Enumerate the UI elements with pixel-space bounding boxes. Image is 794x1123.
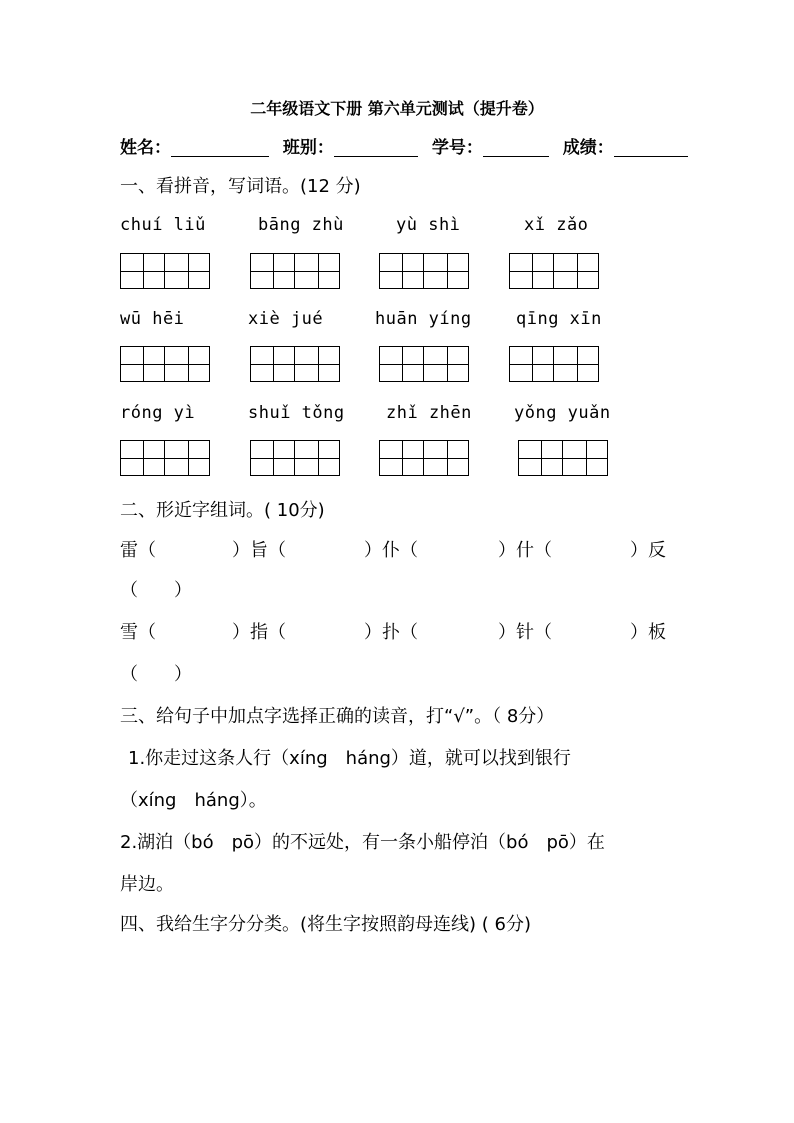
pinyin-label: bāng zhù [258,215,344,235]
writing-grid[interactable] [509,253,599,289]
number-field[interactable] [483,138,549,157]
pinyin-label: xǐ zǎo [524,215,589,235]
writing-grid[interactable] [120,253,210,289]
pinyin-label: xiè jué [248,309,324,329]
score-field[interactable] [614,138,688,157]
pinyin-label: róng yì [120,403,196,423]
writing-grid[interactable] [250,253,340,289]
section3-heading: 三、给句子中加点字选择正确的读音，打“√”。（ 8分） [120,706,555,727]
question-text: （xíng háng）。 [120,790,267,811]
pinyin-label: yǒng yuǎn [514,403,611,423]
writing-grid[interactable] [120,346,210,382]
pinyin-label: shuǐ tǒng [248,403,345,423]
question-text: 岸边。 [120,874,174,895]
pinyin-label: qīng xīn [516,309,602,329]
word-pair-item: （ ） [120,664,192,685]
writing-grid[interactable] [120,440,210,476]
writing-grid[interactable] [509,346,599,382]
student-info-row [120,133,696,158]
word-pair-item: ）反 [630,540,666,561]
pinyin-label: chuí liǔ [120,215,206,235]
section4-heading: 四、我给生字分分类。(将生字按照韵母连线) ( 6分) [120,914,531,935]
word-pair-item: ）仆（ [364,540,418,561]
word-pair-item: 雪（ [120,622,156,643]
word-pair-item: ）板 [630,622,666,643]
name-label: 姓名： [120,138,171,158]
word-pair-item: ）旨（ [232,540,286,561]
page-title: 二年级语文下册 第六单元测试（提升卷） [250,99,544,118]
name-field[interactable] [171,138,269,157]
word-pair-item: ）扑（ [364,622,418,643]
section1-heading: 一、看拼音，写词语。(12 分) [120,176,361,197]
writing-grid[interactable] [250,346,340,382]
word-pair-item: ）指（ [232,622,286,643]
class-field[interactable] [334,138,418,157]
score-label: 成绩： [562,138,614,158]
section2-heading: 二、形近字组词。( 10分) [120,500,325,521]
class-label: 班别： [282,138,334,158]
writing-grid[interactable] [518,440,608,476]
pinyin-label: zhǐ zhēn [386,403,472,423]
word-pair-item: ）针（ [498,622,552,643]
writing-grid[interactable] [250,440,340,476]
question-text: 1.你走过这条人行（xíng háng）道，就可以找到银行 [128,748,571,769]
pinyin-label: huān yíng [375,309,472,329]
pinyin-label: yù shì [396,215,461,235]
writing-grid[interactable] [379,440,469,476]
question-text: 2.湖泊（bó pō）的不远处，有一条小船停泊（bó pō）在 [120,832,605,853]
word-pair-item: ）什（ [498,540,552,561]
pinyin-label: wū hēi [120,309,185,329]
number-label: 学号： [431,138,483,158]
word-pair-item: 雷（ [120,540,156,561]
writing-grid[interactable] [379,346,469,382]
writing-grid[interactable] [379,253,469,289]
word-pair-item: （ ） [120,580,192,601]
